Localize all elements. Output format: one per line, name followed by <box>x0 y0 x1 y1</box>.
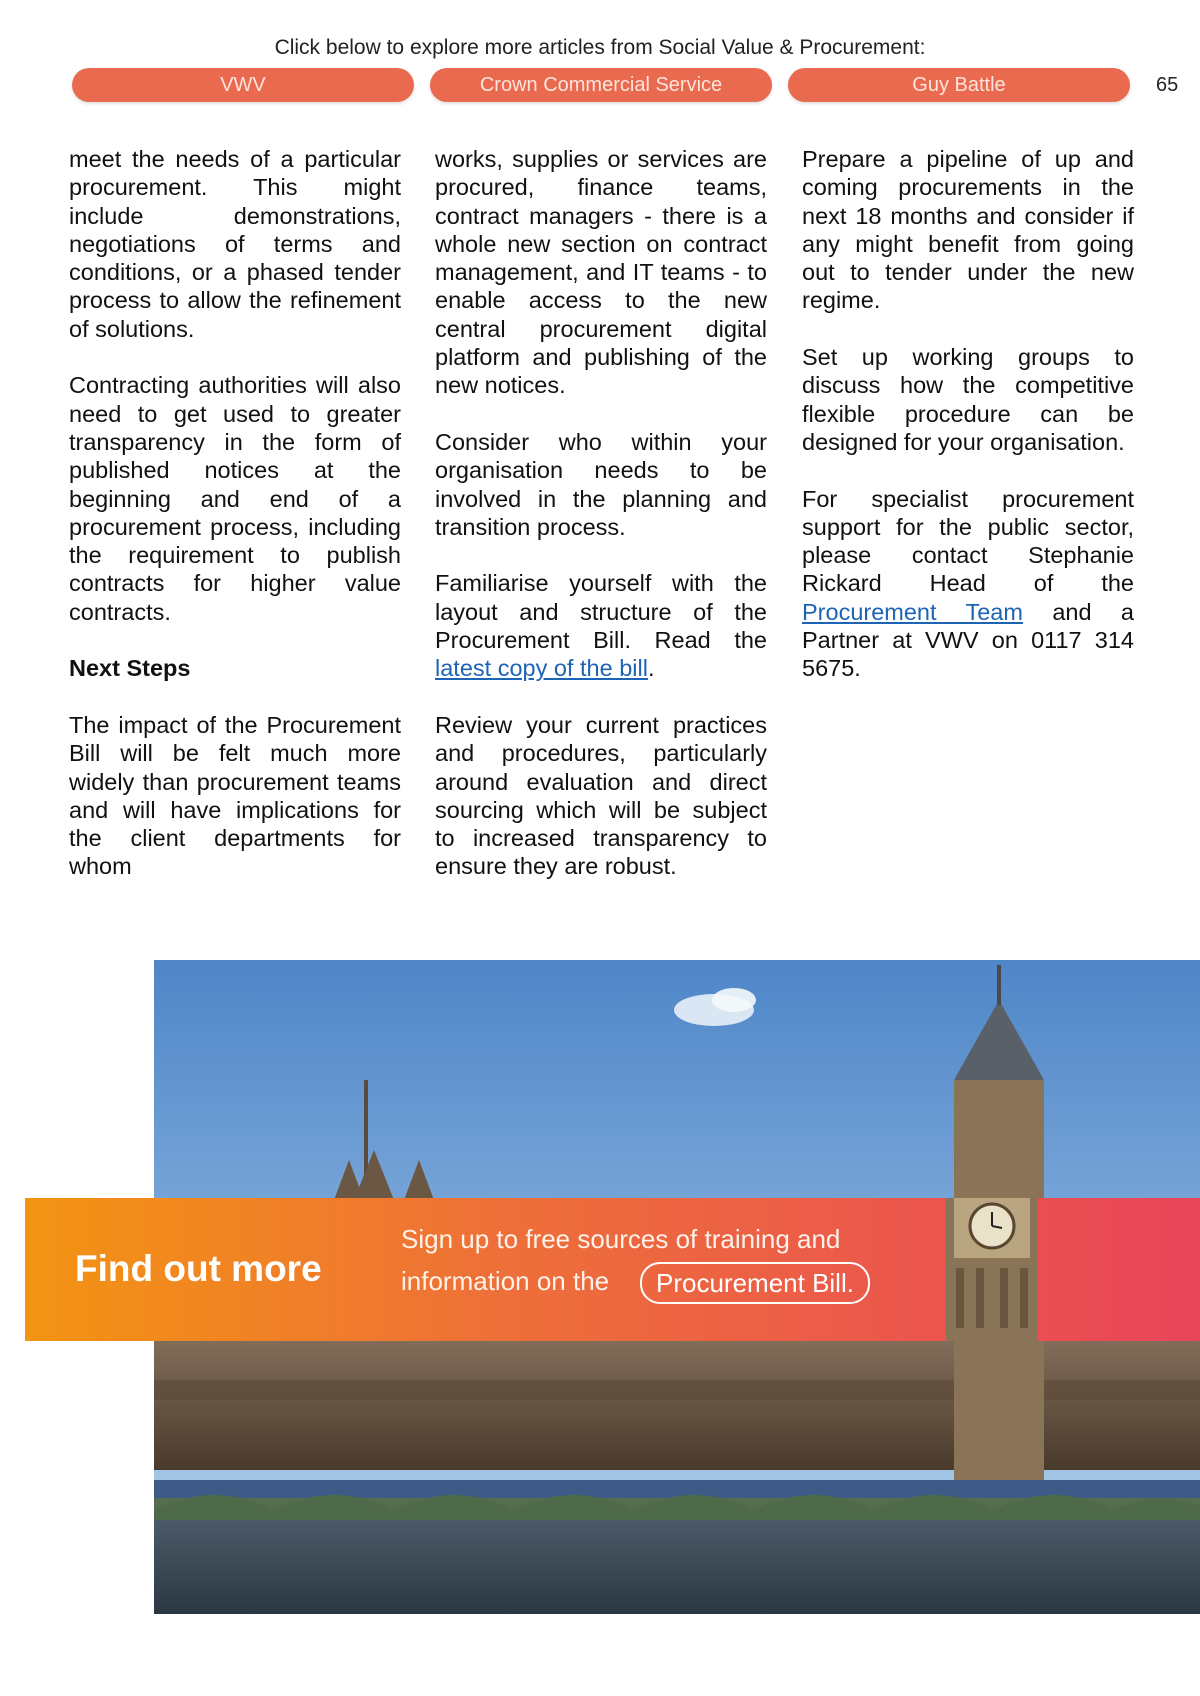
paragraph: Prepare a pipeline of up and coming procurements in the next 18 months and consider if any might benefit from going out to tender under the new regime. <box>802 146 1134 314</box>
paragraph-text: For specialist procurement support for the public sector, please contact Stephanie Rickard Head of the <box>802 485 1134 597</box>
paragraph-text: Familiarise yourself with the layout and structure of the Procurement Bill. Read the <box>435 570 767 654</box>
paragraph <box>435 569 767 682</box>
paragraph <box>802 485 1134 683</box>
paragraph-text: and a Partner at VWV on 0117 314 5675. <box>802 598 1134 682</box>
paragraph: meet the needs of a particular procurement. This might include demonstrations, negotiations of terms and conditions, or a phased tender process to allow the refinement of solutions. <box>69 146 401 342</box>
paragraph-text: . <box>647 655 655 682</box>
text-column-2 <box>435 145 767 909</box>
clock-tower-overlay <box>946 1198 1038 1341</box>
next-steps-heading: Next Steps <box>69 655 191 682</box>
banner-text-line-1: Sign up to free sources of training and <box>401 1224 841 1254</box>
page-number: 65 <box>1156 74 1179 96</box>
paragraph: Review your current practices and procedures, particularly around evaluation and direct sourcing which will be subject to increased transparency to ensure they are robust. <box>435 711 767 880</box>
banner-text-line-2: information on the <box>401 1266 610 1296</box>
tab-crown-commercial-service[interactable]: Crown Commercial Service <box>430 68 772 102</box>
banner-title: Find out more <box>75 1248 322 1289</box>
paragraph: Consider who within your organisation needs to be involved in the planning and transition process. <box>435 428 767 540</box>
paragraph: Set up working groups to discuss how the competitive flexible procedure can be designed for your organisation. <box>802 344 1134 455</box>
tab-vwv[interactable]: VWV <box>72 68 414 102</box>
procurement-bill-button[interactable]: Procurement Bill. <box>640 1262 870 1304</box>
latest-bill-link[interactable]: latest copy of the bill <box>435 655 648 682</box>
explore-articles-note: Click below to explore more articles from Social Value & Procurement: <box>274 36 926 59</box>
paragraph: The impact of the Procurement Bill will be felt much more widely than procurement teams and will have implications for the client departments for whom <box>69 711 401 880</box>
paragraph: Contracting authorities will also need to get used to greater transparency in the form of published notices at the beginning and end of a procurement process, including the requirement to publish contracts for higher value contracts. <box>69 372 401 625</box>
paragraph: works, supplies or services are procured, finance teams, contract managers - there is a whole new section on contract management, and IT teams - to enable access to the new central procurement digital platform and publishing of the new notices. <box>435 146 767 399</box>
text-column-3 <box>802 145 1134 711</box>
procurement-team-link[interactable]: Procurement Team <box>802 598 1023 625</box>
tab-guy-battle[interactable]: Guy Battle <box>788 68 1130 102</box>
text-column-1 <box>69 145 401 909</box>
